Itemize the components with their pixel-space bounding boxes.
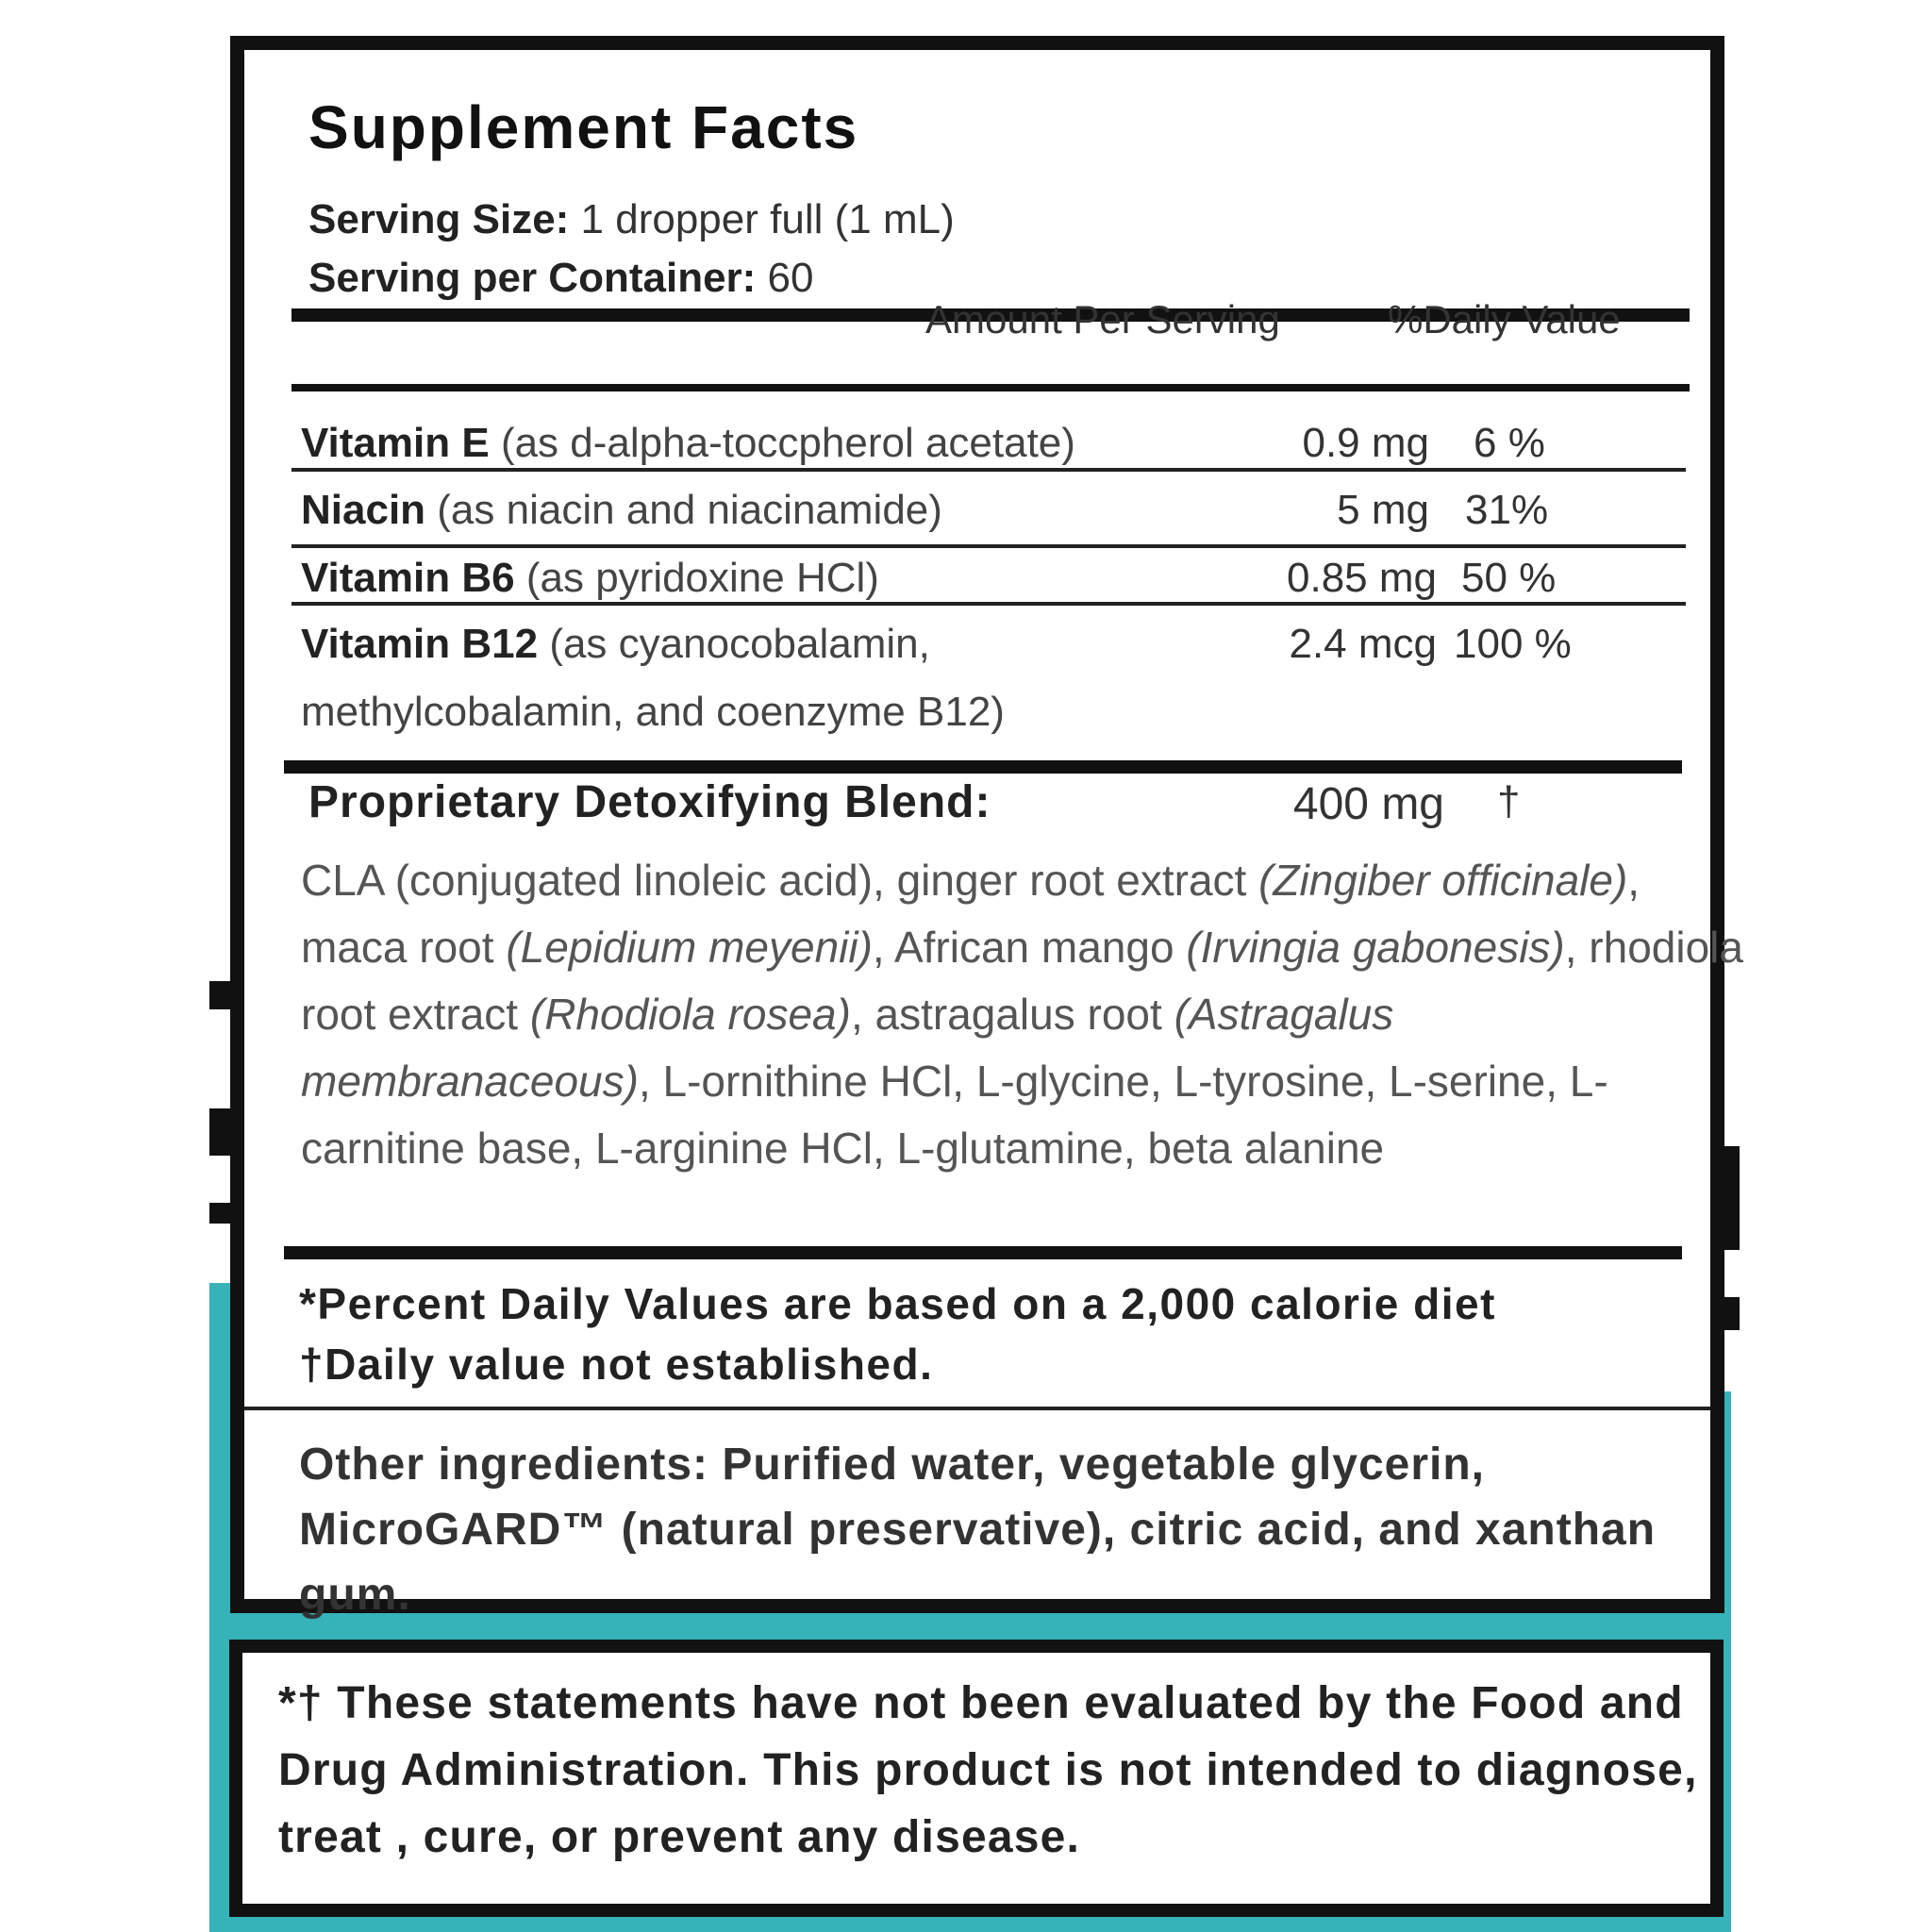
supplement-facts-panel: [230, 36, 1743, 1620]
nutrient-row: [301, 487, 942, 534]
panel-title: Supplement Facts: [308, 93, 859, 161]
nutrient-name: Niacin: [301, 487, 426, 533]
blend-title: Proprietary Detoxifying Blend:: [308, 777, 991, 827]
nutrient-dv: 6 %: [1474, 420, 1545, 466]
nutrient-row: [301, 420, 1075, 467]
blend-amount: 400 mg: [1292, 779, 1444, 829]
nutrient-row: [301, 621, 930, 668]
blend-ingredients: CLA (conjugated linoleic acid), ginger root extract (Zingiber officinale), maca root (Lepidium meyenii), African mango (Irvingia gabonesis), rhodiola root extract (Rhodiola rosea), astragalus root (Astragalus membranaceous), L-ornithine HCl, L-glycine, L-tyrosine, L-serine, L-carnitine base, L-arginine HCl, L-glutamine, beta alanine: [301, 856, 1743, 1173]
nutrient-source: (as pyridoxine HCl): [525, 555, 879, 601]
divider-medium: [291, 384, 1690, 391]
nutrient-dv: 50 %: [1461, 555, 1557, 601]
blend-dv: †: [1497, 778, 1521, 824]
nutrient-name: Vitamin B6: [301, 555, 515, 601]
nutrient-amount: 0.9 mg: [1302, 420, 1429, 466]
divider-thick: [284, 760, 1682, 774]
servings-per-container: Serving per Container: 60: [308, 255, 814, 301]
nutrient-dv: 31%: [1465, 487, 1549, 533]
nutrient-amount: 5 mg: [1337, 487, 1429, 533]
nutrient-row: [301, 555, 879, 602]
nutrient-source: (as cyanocobalamin,: [549, 621, 930, 667]
nutrient-dv: 100 %: [1454, 621, 1572, 667]
nutrient-source: (as d-alpha-toccpherol acetate): [500, 420, 1075, 466]
column-header-amount: Amount Per Serving: [925, 297, 1280, 341]
footnote-not-established: †Daily value not established.: [299, 1340, 934, 1389]
row-divider: [291, 602, 1686, 606]
nutrient-source-continued: methylcobalamin, and coenzyme B12): [301, 689, 1005, 735]
footnote-daily-values: *Percent Daily Values are based on a 2,000 calorie diet: [299, 1279, 1496, 1328]
fda-disclaimer-text: *† These statements have not been evaluated by the Food and Drug Administration. This product is not intended to diagnose, treat , cure, or prevent any disease.: [278, 1678, 1698, 1862]
nutrient-name: Vitamin E: [301, 420, 490, 466]
row-divider: [291, 544, 1686, 548]
column-header-daily-value: %Daily Value: [1388, 297, 1621, 341]
other-ingredients: Other ingredients: Purified water, vegetable glycerin, MicroGARD™ (natural preservative), citric acid, and xanthan gum.: [299, 1440, 1657, 1620]
nutrient-amount: 0.85 mg: [1287, 555, 1437, 601]
row-divider: [291, 468, 1686, 472]
nutrient-amount: 2.4 mcg: [1289, 621, 1437, 667]
divider-thin: [244, 1407, 1710, 1410]
nutrient-name: Vitamin B12: [301, 621, 539, 667]
serving-size: Serving Size: 1 dropper full (1 mL): [308, 196, 955, 242]
divider-thick: [284, 1246, 1682, 1259]
nutrient-source: (as niacin and niacinamide): [437, 487, 942, 533]
fda-disclaimer-box: [229, 1640, 1724, 1917]
